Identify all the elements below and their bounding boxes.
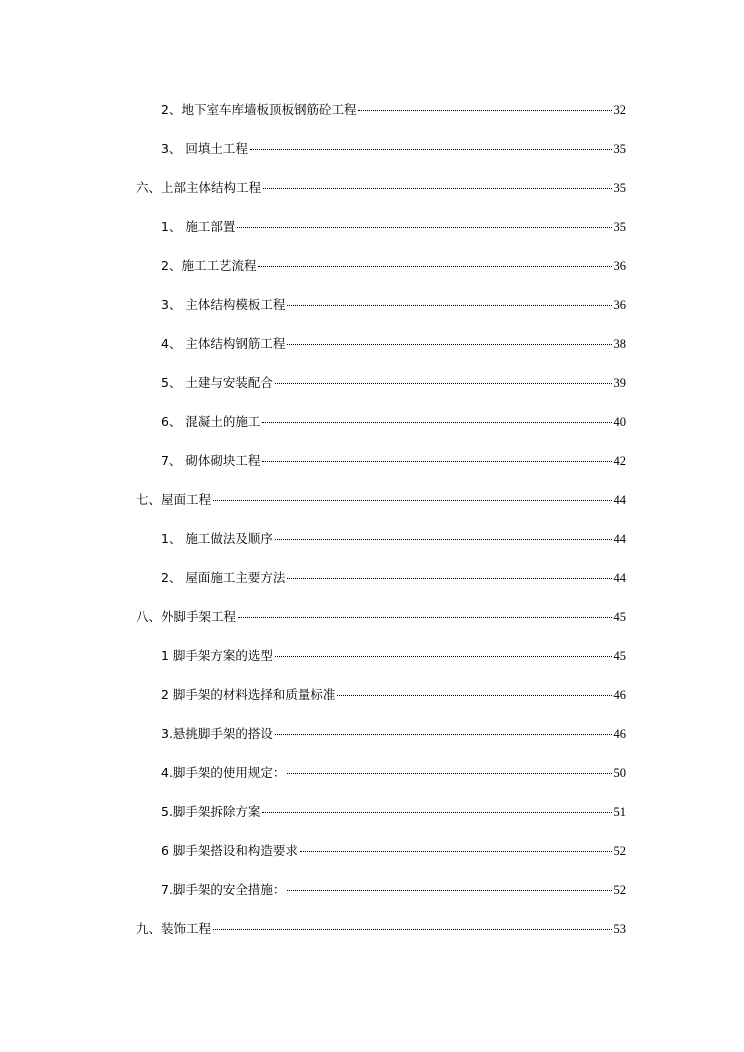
toc-entry-label: 6、 混凝土的施工: [161, 414, 261, 429]
toc-entry-label: 2、施工工艺流程: [161, 258, 257, 273]
toc-entry-label: 7、 砌体砌块工程: [161, 453, 261, 468]
toc-entry-label: 1、 施工部置: [161, 219, 236, 234]
toc-entry-label: 八、外脚手架工程: [136, 609, 237, 624]
toc-entry[interactable]: [161, 725, 626, 743]
toc-entry-page: 42: [613, 454, 626, 468]
toc-entry-page: 51: [613, 805, 626, 819]
toc-entry[interactable]: [136, 179, 626, 197]
toc-entry[interactable]: [136, 491, 626, 509]
dot-leader: [275, 383, 612, 384]
toc-entry-label: 2、 屋面施工主要方法: [161, 570, 286, 585]
toc-entry-label: 6 脚手架搭设和构造要求: [161, 843, 298, 858]
dot-leader: [238, 617, 611, 618]
dot-leader: [250, 149, 612, 150]
toc-entry-page: 45: [613, 610, 626, 624]
toc-entry-page: 44: [613, 532, 626, 546]
toc-entry-page: 32: [613, 103, 626, 117]
dot-leader: [358, 110, 611, 111]
toc-entry-label: 2 脚手架的材料选择和质量标准: [161, 687, 336, 702]
toc-entry[interactable]: [161, 296, 626, 314]
toc-entry[interactable]: [136, 920, 626, 938]
toc-entry[interactable]: [161, 764, 626, 782]
toc-entry-label: 3.悬挑脚手架的搭设: [161, 726, 273, 741]
toc-entry-label: 4、 主体结构钢筋工程: [161, 336, 286, 351]
toc-entry-label: 1、 施工做法及顺序: [161, 531, 273, 546]
dot-leader: [213, 500, 611, 501]
toc-entry-label: 3、 回填土工程: [161, 141, 248, 156]
toc-entry[interactable]: [161, 413, 626, 431]
toc-entry-page: 38: [613, 337, 626, 351]
dot-leader: [275, 656, 612, 657]
dot-leader: [213, 929, 611, 930]
dot-leader: [262, 812, 611, 813]
toc-entry-page: 46: [613, 727, 626, 741]
toc-entry-page: 52: [613, 844, 626, 858]
dot-leader: [287, 344, 611, 345]
toc-entry-page: 35: [613, 220, 626, 234]
dot-leader: [337, 695, 611, 696]
toc-entry-page: 36: [613, 259, 626, 273]
toc-entry-label: 七、屋面工程: [136, 492, 212, 507]
toc-entry-page: 50: [613, 766, 626, 780]
toc-entry-page: 52: [613, 883, 626, 897]
dot-leader: [287, 578, 611, 579]
toc-entry[interactable]: [161, 452, 626, 470]
toc-entry[interactable]: [161, 647, 626, 665]
dot-leader: [258, 266, 611, 267]
toc-entry-page: 40: [613, 415, 626, 429]
toc-entry[interactable]: [161, 140, 626, 158]
toc-entry[interactable]: [161, 686, 626, 704]
toc-entry-page: 35: [613, 181, 626, 195]
toc-entry-label: 1 脚手架方案的选型: [161, 648, 273, 663]
toc-entry[interactable]: [161, 374, 626, 392]
toc-entry[interactable]: [136, 608, 626, 626]
toc-entry[interactable]: [161, 881, 626, 899]
toc-entry[interactable]: [161, 101, 626, 119]
dot-leader: [275, 734, 612, 735]
toc-entry-label: 九、装饰工程: [136, 921, 212, 936]
toc-entry-label: 3、 主体结构模板工程: [161, 297, 286, 312]
toc-entry[interactable]: [161, 803, 626, 821]
toc-entry-label: 2、地下室车库墙板顶板钢筋砼工程: [161, 102, 357, 117]
dot-leader: [300, 851, 612, 852]
dot-leader: [287, 773, 611, 774]
toc-entry-page: 45: [613, 649, 626, 663]
toc-entry-page: 35: [613, 142, 626, 156]
dot-leader: [275, 539, 612, 540]
toc-entry-label: 5、 土建与安装配合: [161, 375, 273, 390]
toc-entry[interactable]: [161, 842, 626, 860]
dot-leader: [263, 188, 611, 189]
toc-entry-label: 7.脚手架的安全措施：: [161, 882, 286, 897]
toc-entry[interactable]: [161, 530, 626, 548]
dot-leader: [287, 305, 611, 306]
toc-entry[interactable]: [161, 569, 626, 587]
toc-entry[interactable]: [161, 335, 626, 353]
dot-leader: [262, 422, 611, 423]
toc-entry-page: 46: [613, 688, 626, 702]
toc-entry[interactable]: [161, 257, 626, 275]
toc-entry-page: 44: [613, 571, 626, 585]
toc-entry-page: 53: [613, 922, 626, 936]
toc-entry-page: 36: [613, 298, 626, 312]
toc-entry-page: 44: [613, 493, 626, 507]
toc-entry-page: 39: [613, 376, 626, 390]
dot-leader: [262, 461, 611, 462]
toc-entry-label: 六、上部主体结构工程: [136, 180, 262, 195]
toc-entry[interactable]: [161, 218, 626, 236]
toc-entry-label: 4.脚手架的使用规定：: [161, 765, 286, 780]
dot-leader: [287, 890, 611, 891]
toc-entry-label: 5.脚手架拆除方案: [161, 804, 261, 819]
dot-leader: [237, 227, 611, 228]
